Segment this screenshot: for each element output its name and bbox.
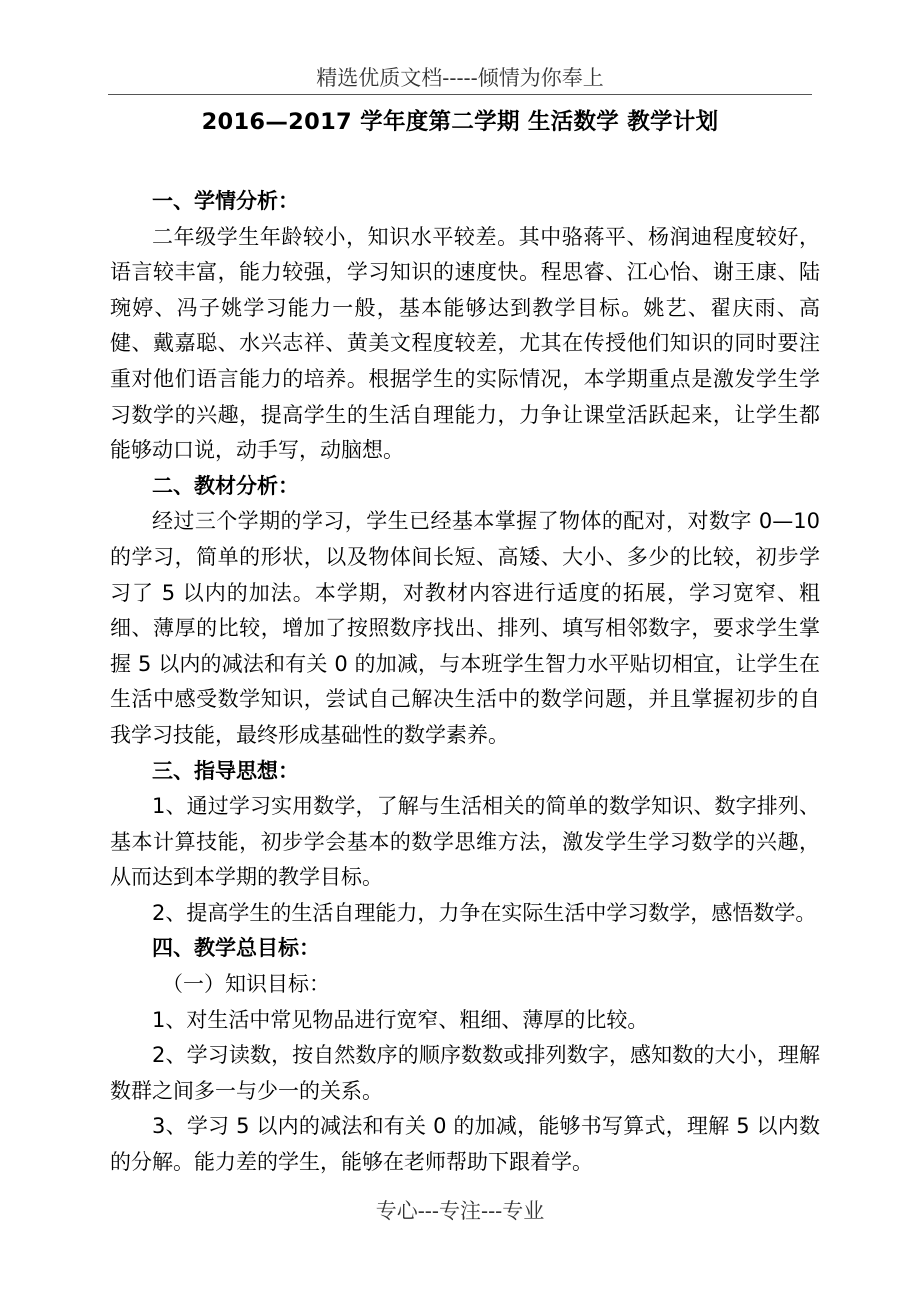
section-heading-analysis: 一、学情分析： [152, 189, 299, 213]
header-divider [108, 94, 812, 95]
paragraph-material-analysis: 经过三个学期的学习，学生已经基本掌握了物体的配对，对数字 0—10 的学习，简单的形状，以及物体间长短、高矮、大小、多少的比较，初步学习了 5 以内的加法。本学期，对教材内容进行适度的拓展，学习宽窄、粗细、薄厚的比较，增加了按照数序找出、排列、填写相邻数字，要求学生掌握 5 以内的减法和有关 0 的加减，与本班学生智力水平贴切相宜，让学生在生活中感受数学知识，尝试自己解决生活中的数学问题，并且掌握初步的自我学习技能，最终形成基础性的数学素养。 [110, 509, 820, 747]
document-title: 2016—2017 学年度第二学期 生活数学 教学计划 [201, 109, 719, 135]
page-header: 精选优质文档-----倾情为你奉上 [316, 66, 604, 90]
paragraph-student-analysis: 二年级学生年龄较小，知识水平较差。其中骆蒋平、杨润迪程度较好，语言较丰富，能力较强，学习知识的速度快。程思睿、江心怡、谢王康、陆琬婷、冯子姚学习能力一般，基本能够达到教学目标。姚艺、翟庆雨、高健、戴嘉聪、水兴志祥、黄美文程度较差，尤其在传授他们知识的同时要注重对他们语言能力的培养。根据学生的实际情况，本学期重点是激发学生学习数学的兴趣，提高学生的生活自理能力，力争让课堂活跃起来，让学生都能够动口说，动手写，动脑想。 [110, 224, 820, 463]
document-body [110, 184, 820, 1181]
section-heading-guiding: 三、指导思想： [152, 758, 299, 783]
paragraph-goal-1: 1、对生活中常见物品进行宽窄、粗细、薄厚的比较。 [152, 1007, 649, 1032]
paragraph-goal-2: 2、学习读数，按自然数序的顺序数数或排列数字，感知数的大小，理解数群之间多一与少一的关系。 [110, 1043, 820, 1103]
page-footer: 专心---专注---专业 [375, 1199, 545, 1223]
paragraph-guiding-1: 1、通过学习实用数学，了解与生活相关的简单的数学知识、数字排列、基本计算技能，初步学会基本的数学思维方法，激发学生学习数学的兴趣，从而达到本学期的教学目标。 [110, 794, 820, 890]
section-heading-material: 二、教材分析： [152, 473, 299, 498]
section-heading-goals: 四、教学总目标： [152, 936, 320, 961]
paragraph-guiding-2: 2、提高学生的生活自理能力，力争在实际生活中学习数学，感悟数学。 [152, 900, 817, 925]
subsection-knowledge-goals: （一）知识目标： [162, 972, 330, 997]
paragraph-goal-3: 3、学习 5 以内的减法和有关 0 的加减，能够书写算式，理解 5 以内数的分解。能力差的学生，能够在老师帮助下跟着学。 [110, 1114, 820, 1175]
